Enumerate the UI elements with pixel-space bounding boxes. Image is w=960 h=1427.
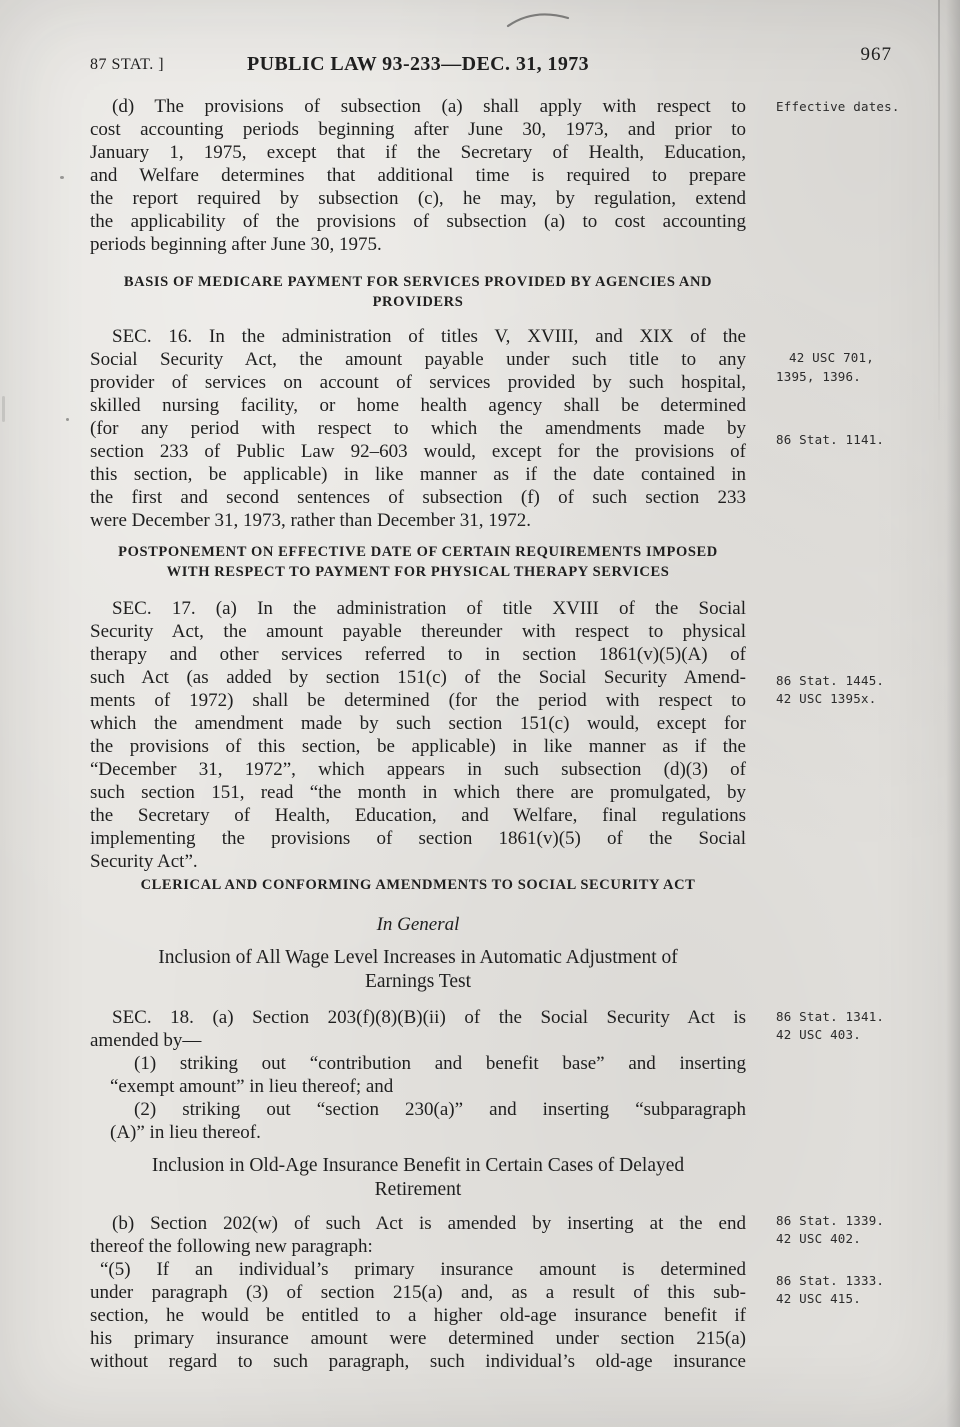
- statute-volume-label: 87 STAT. ]: [90, 56, 165, 73]
- text-line: under paragraph (3) of section 215(a) and, as a result of this sub-: [90, 1282, 746, 1303]
- text-line: provider of services on account of services provided by such hospital,: [90, 372, 746, 393]
- margin-note-line: 86 Stat. 1333.: [776, 1273, 885, 1288]
- text-line: his primary insurance amount were determined under section 215(a): [90, 1328, 746, 1349]
- margin-note-line: 42 USC 1395x.: [776, 691, 877, 706]
- scan-artifact-curve: [506, 6, 570, 32]
- margin-note-stat-1339: [776, 1212, 948, 1248]
- text-line: (A)” in lieu thereof.: [110, 1122, 261, 1143]
- text-line: the provisions of this section, be applicable) in like manner as if the: [90, 736, 746, 757]
- page-number: 967: [860, 44, 892, 65]
- text-line: such section 151, read “the month in which there are promulgated, by: [90, 782, 746, 803]
- text-line: were December 31, 1973, rather than December 31, 1972.: [90, 510, 532, 531]
- margin-note-line: 86 Stat. 1339.: [776, 1213, 885, 1228]
- margin-note-line: 42 USC 415.: [776, 1291, 861, 1306]
- margin-note-stat-1141: [776, 430, 948, 449]
- text-line: SEC. 18. (a) Section 203(f)(8)(B)(ii) of the Social Security Act is: [112, 1007, 746, 1028]
- text-line: Social Security Act, the amount payable under such title to any: [90, 349, 746, 370]
- text-line: (2) striking out “section 230(a)” and inserting “subparagraph: [134, 1099, 746, 1120]
- text-line: section 233 of Public Law 92–603 would, except for the provisions of: [90, 441, 746, 462]
- heading-line: WITH RESPECT TO PAYMENT FOR PHYSICAL THERAPY SERVICES: [166, 564, 670, 580]
- text-line: (d) The provisions of subsection (a) shall apply with respect to: [112, 96, 746, 117]
- text-line: ments of 1972) shall be determined (for the period with respect to: [90, 690, 746, 711]
- text-line: Security Act, the amount payable thereunder with respect to physical: [90, 621, 746, 642]
- scan-speck: [66, 418, 69, 421]
- section-heading-postponement: [90, 542, 746, 582]
- heading-line: PROVIDERS: [372, 294, 464, 310]
- text-line: (for any period with respect to which the amendments made by: [90, 418, 746, 439]
- text-line: thereof the following new paragraph:: [90, 1236, 373, 1257]
- text-line: “(5) If an individual’s primary insurance amount is determined: [100, 1259, 746, 1280]
- section-16: [90, 325, 746, 532]
- text-line: the report required by subsection (c), he may, by regulation, extend: [90, 188, 746, 209]
- text-line: periods beginning after June 30, 1975.: [90, 234, 382, 255]
- scan-speck: [2, 396, 5, 422]
- text-line: therapy and other services referred to in section 1861(v)(5)(A) of: [90, 644, 746, 665]
- section-17: [90, 597, 746, 873]
- text-line: the applicability of the provisions of subsection (a) to cost accounting: [90, 211, 746, 232]
- text-line: implementing the provisions of section 1861(v)(5) of the Social: [90, 828, 746, 849]
- subheading-old-age: [90, 1154, 746, 1202]
- margin-note-line: 42 USC 402.: [776, 1231, 861, 1246]
- text-line: (1) striking out “contribution and benefit base” and inserting: [134, 1053, 746, 1074]
- margin-note-stat-1445: [776, 672, 948, 708]
- heading-line: Earnings Test: [364, 971, 472, 992]
- text-line: cost accounting periods beginning after June 30, 1973, and prior to: [90, 119, 746, 140]
- text-line: Security Act”.: [90, 851, 198, 872]
- margin-note-line: Effective dates.: [776, 99, 900, 114]
- text-line: which the amendment made by such section 151(c) would, except for: [90, 713, 746, 734]
- text-line: this section, be applicable) in like manner as if the date contained in: [90, 464, 746, 485]
- section-heading-clerical: [90, 875, 746, 895]
- margin-note-stat-1341: [776, 1008, 948, 1044]
- heading-line: CLERICAL AND CONFORMING AMENDMENTS TO SOCIAL SECURITY ACT: [140, 877, 696, 893]
- scan-speck: [60, 176, 64, 179]
- heading-line: POSTPONEMENT ON EFFECTIVE DATE OF CERTAIN REQUIREMENTS IMPOSED: [118, 544, 718, 560]
- text-line: the first and second sentences of subsection (f) of such section 233: [90, 487, 746, 508]
- scan-edge-shadow: [946, 0, 960, 1427]
- margin-note-stat-1333: [776, 1272, 948, 1308]
- subheading-wage-level: [90, 946, 746, 994]
- section-18: [90, 1006, 746, 1144]
- text-line: SEC. 16. In the administration of titles V, XVIII, and XIX of the: [112, 326, 746, 347]
- heading-line: Retirement: [374, 1179, 462, 1200]
- margin-note-line: 42 USC 403.: [776, 1027, 861, 1042]
- text-line: without regard to such paragraph, such individual’s old-age insurance: [90, 1351, 746, 1372]
- margin-note-line: 86 Stat. 1445.: [776, 673, 885, 688]
- heading-line: BASIS OF MEDICARE PAYMENT FOR SERVICES PROVIDED BY AGENCIES AND: [123, 274, 713, 290]
- text-line: “December 31, 1972”, which appears in such subsection (d)(3) of: [90, 759, 746, 780]
- margin-note-effective-dates: [776, 97, 948, 116]
- margin-note-line: 86 Stat. 1141.: [776, 432, 885, 447]
- paragraph-b: [90, 1212, 746, 1258]
- heading-line: Inclusion in Old-Age Insurance Benefit in Certain Cases of Delayed: [151, 1155, 685, 1176]
- text-line: January 1, 1975, except that if the Secretary of Health, Education,: [90, 142, 746, 163]
- paragraph-5: [90, 1258, 746, 1373]
- text-line: (b) Section 202(w) of such Act is amended by inserting at the end: [112, 1213, 746, 1234]
- text-line: the Secretary of Health, Education, and Welfare, final regulations: [90, 805, 746, 826]
- text-line: “exempt amount” in lieu thereof; and: [110, 1076, 394, 1097]
- section-heading-basis: [90, 272, 746, 312]
- margin-note-line: 86 Stat. 1341.: [776, 1009, 885, 1024]
- heading-line: Inclusion of All Wage Level Increases in Automatic Adjustment of: [158, 947, 678, 968]
- text-line: section, he would be entitled to a higher old-age insurance benefit if: [90, 1305, 746, 1326]
- text-line: amended by—: [90, 1030, 202, 1051]
- margin-note-usc-701: [776, 348, 948, 386]
- margin-note-line: 42 USC 701,: [789, 350, 874, 365]
- text-line: skilled nursing facility, or home health agency shall be determined: [90, 395, 746, 416]
- paragraph-d: [90, 95, 746, 256]
- heading-in-general: In General: [376, 914, 460, 935]
- margin-note-line: 1395, 1396.: [776, 369, 861, 384]
- law-title: PUBLIC LAW 93-233—DEC. 31, 1973: [246, 53, 590, 75]
- text-line: SEC. 17. (a) In the administration of title XVIII of the Social: [112, 598, 746, 619]
- text-line: such Act (as added by section 151(c) of the Social Security Amend-: [90, 667, 746, 688]
- text-line: and Welfare determines that additional time is required to prepare: [90, 165, 746, 186]
